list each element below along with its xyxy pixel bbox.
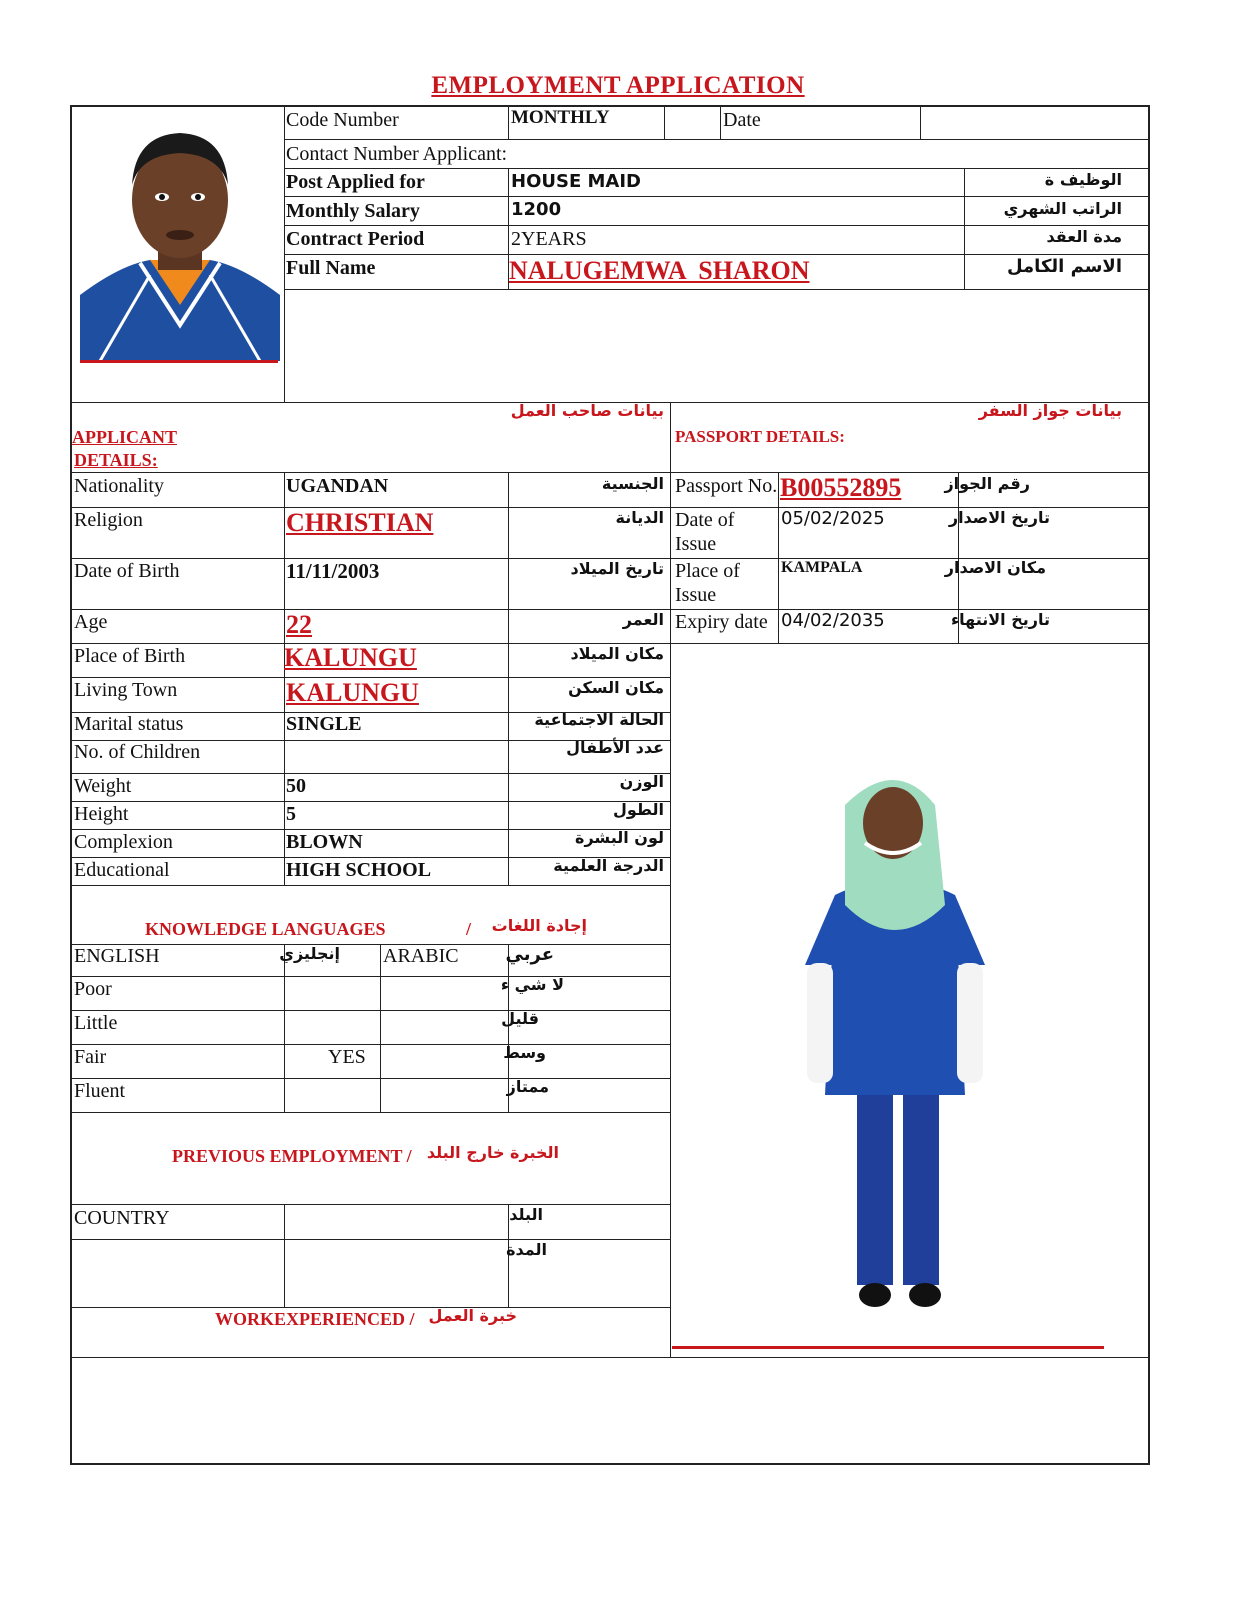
level-fair-label: Fair [74,1046,107,1068]
contact-label: Contact Number Applicant: [286,143,508,165]
complexion-value: BLOWN [286,831,363,853]
issue-place-ar: مكان الاصدار [944,558,1046,577]
weight-ar: الوزن [619,772,664,791]
level-poor-label: Poor [74,978,112,1000]
applicant-heading-2: DETAILS: [74,450,158,470]
age-label: Age [74,611,108,633]
date-label: Date [723,109,761,131]
education-value: HIGH SCHOOL [286,859,432,881]
issue-date-ar: تاريخ الاصدار [948,508,1050,527]
passport-no-label: Passport No. [675,475,778,497]
applicant-portrait-photo [80,125,280,361]
level-little-label: Little [74,1012,118,1034]
children-ar: عدد الأطفال [566,738,664,757]
education-label: Educational [74,859,170,881]
children-label: No. of Children [74,741,201,763]
issue-place-label-2: Issue [675,584,717,606]
contract-label: Contract Period [286,228,425,250]
expiry-label: Expiry date [675,611,768,633]
age-value: 22 [286,610,312,639]
nationality-label: Nationality [74,475,164,497]
salary-ar: الراتب الشهري [1003,199,1122,218]
english-header-ar: إنجليزي [279,944,340,963]
salary-value: 1200 [511,199,562,220]
passport-heading-ar: بيانات جواز السفر [978,401,1122,420]
level-fair-english: YES [328,1046,366,1068]
complexion-label: Complexion [74,831,173,853]
dob-value: 11/11/2003 [286,559,380,583]
contract-ar: مدة العقد [1046,227,1122,246]
previous-heading: PREVIOUS EMPLOYMENT / [172,1146,412,1166]
passport-underline [672,1346,1104,1349]
height-ar: الطول [613,800,664,819]
issue-date-value: 05/02/2025 [781,508,885,529]
dob-label: Date of Birth [74,560,180,582]
passport-heading: PASSPORT DETAILS: [675,427,845,446]
education-ar: الدرجة العلمية [553,856,664,875]
applicant-heading: APPLICANT [72,427,178,447]
marital-value: SINGLE [286,713,362,735]
marital-label: Marital status [74,713,184,735]
passport-no-ar: رقم الجواز [944,474,1030,493]
level-little-ar: قليل [501,1009,539,1028]
country-ar: البلد [509,1205,543,1224]
pob-label: Place of Birth [74,645,186,667]
issue-place-label: Place of [675,560,740,582]
previous-heading-ar: الخبرة خارج البلد [426,1143,559,1162]
country-label: COUNTRY [74,1207,170,1229]
work-heading: WORKEXPERIENCED / [215,1309,415,1329]
nationality-ar: الجنسية [601,474,664,493]
dob-ar: تاريخ الميلاد [570,559,664,578]
complexion-ar: لون البشرة [575,828,664,847]
work-heading-ar: خبرة العمل [428,1306,517,1325]
post-label: Post Applied for [286,171,425,193]
salary-label: Monthly Salary [286,200,420,222]
level-fluent-ar: ممتاز [506,1077,549,1096]
post-ar: الوظيف ة [1044,170,1122,189]
languages-slash: / [466,919,472,939]
living-town-value: KALUNGU [286,678,419,707]
height-value: 5 [286,803,296,825]
nationality-value: UGANDAN [286,475,389,497]
issue-place-value: KAMPALA [781,559,863,576]
duration-ar: المدة [506,1240,547,1259]
passport-no-value: B00552895 [780,473,902,502]
expiry-value: 04/02/2035 [781,610,885,631]
living-town-label: Living Town [74,679,178,701]
portrait-underline [80,360,278,363]
page-title: EMPLOYMENT APPLICATION [431,72,805,99]
languages-heading: KNOWLEDGE LANGUAGES [145,919,386,939]
living-town-ar: مكان السكن [568,678,664,697]
fullname-ar: الاسم الكامل [1006,256,1122,277]
religion-ar: الديانة [615,508,664,527]
weight-label: Weight [74,775,132,797]
post-value: HOUSE MAID [511,171,641,192]
pob-value: KALUNGU [284,643,417,672]
issue-date-label: Date of [675,509,735,531]
height-label: Height [74,803,129,825]
pob-ar: مكان الميلاد [570,644,664,663]
weight-value: 50 [286,775,306,797]
fullname-label: Full Name [286,257,376,279]
religion-value: CHRISTIAN [286,508,434,537]
code-number-label: Code Number [286,109,399,131]
applicant-heading-ar: بيانات صاحب العمل [510,401,664,420]
applicant-full-photo [785,765,1005,1335]
arabic-header-ar: عربي [505,944,554,965]
issue-date-label-2: Issue [675,533,717,555]
fullname-value: NALUGEMWA SHARON [509,256,810,285]
contract-value: 2YEARS [511,228,587,250]
english-header: ENGLISH [74,945,160,967]
expiry-ar: تاريخ الانتهاء [950,610,1050,629]
code-value: MONTHLY [511,107,610,128]
age-ar: العمر [622,610,664,629]
arabic-header: ARABIC [383,945,459,967]
religion-label: Religion [74,509,143,531]
level-poor-ar: لا شي ء [500,975,564,994]
marital-ar: الحالة الاجتماعية [534,710,664,729]
languages-heading-ar: إجادة اللغات [491,916,587,935]
level-fair-ar: وسط [503,1043,546,1062]
level-fluent-label: Fluent [74,1080,126,1102]
